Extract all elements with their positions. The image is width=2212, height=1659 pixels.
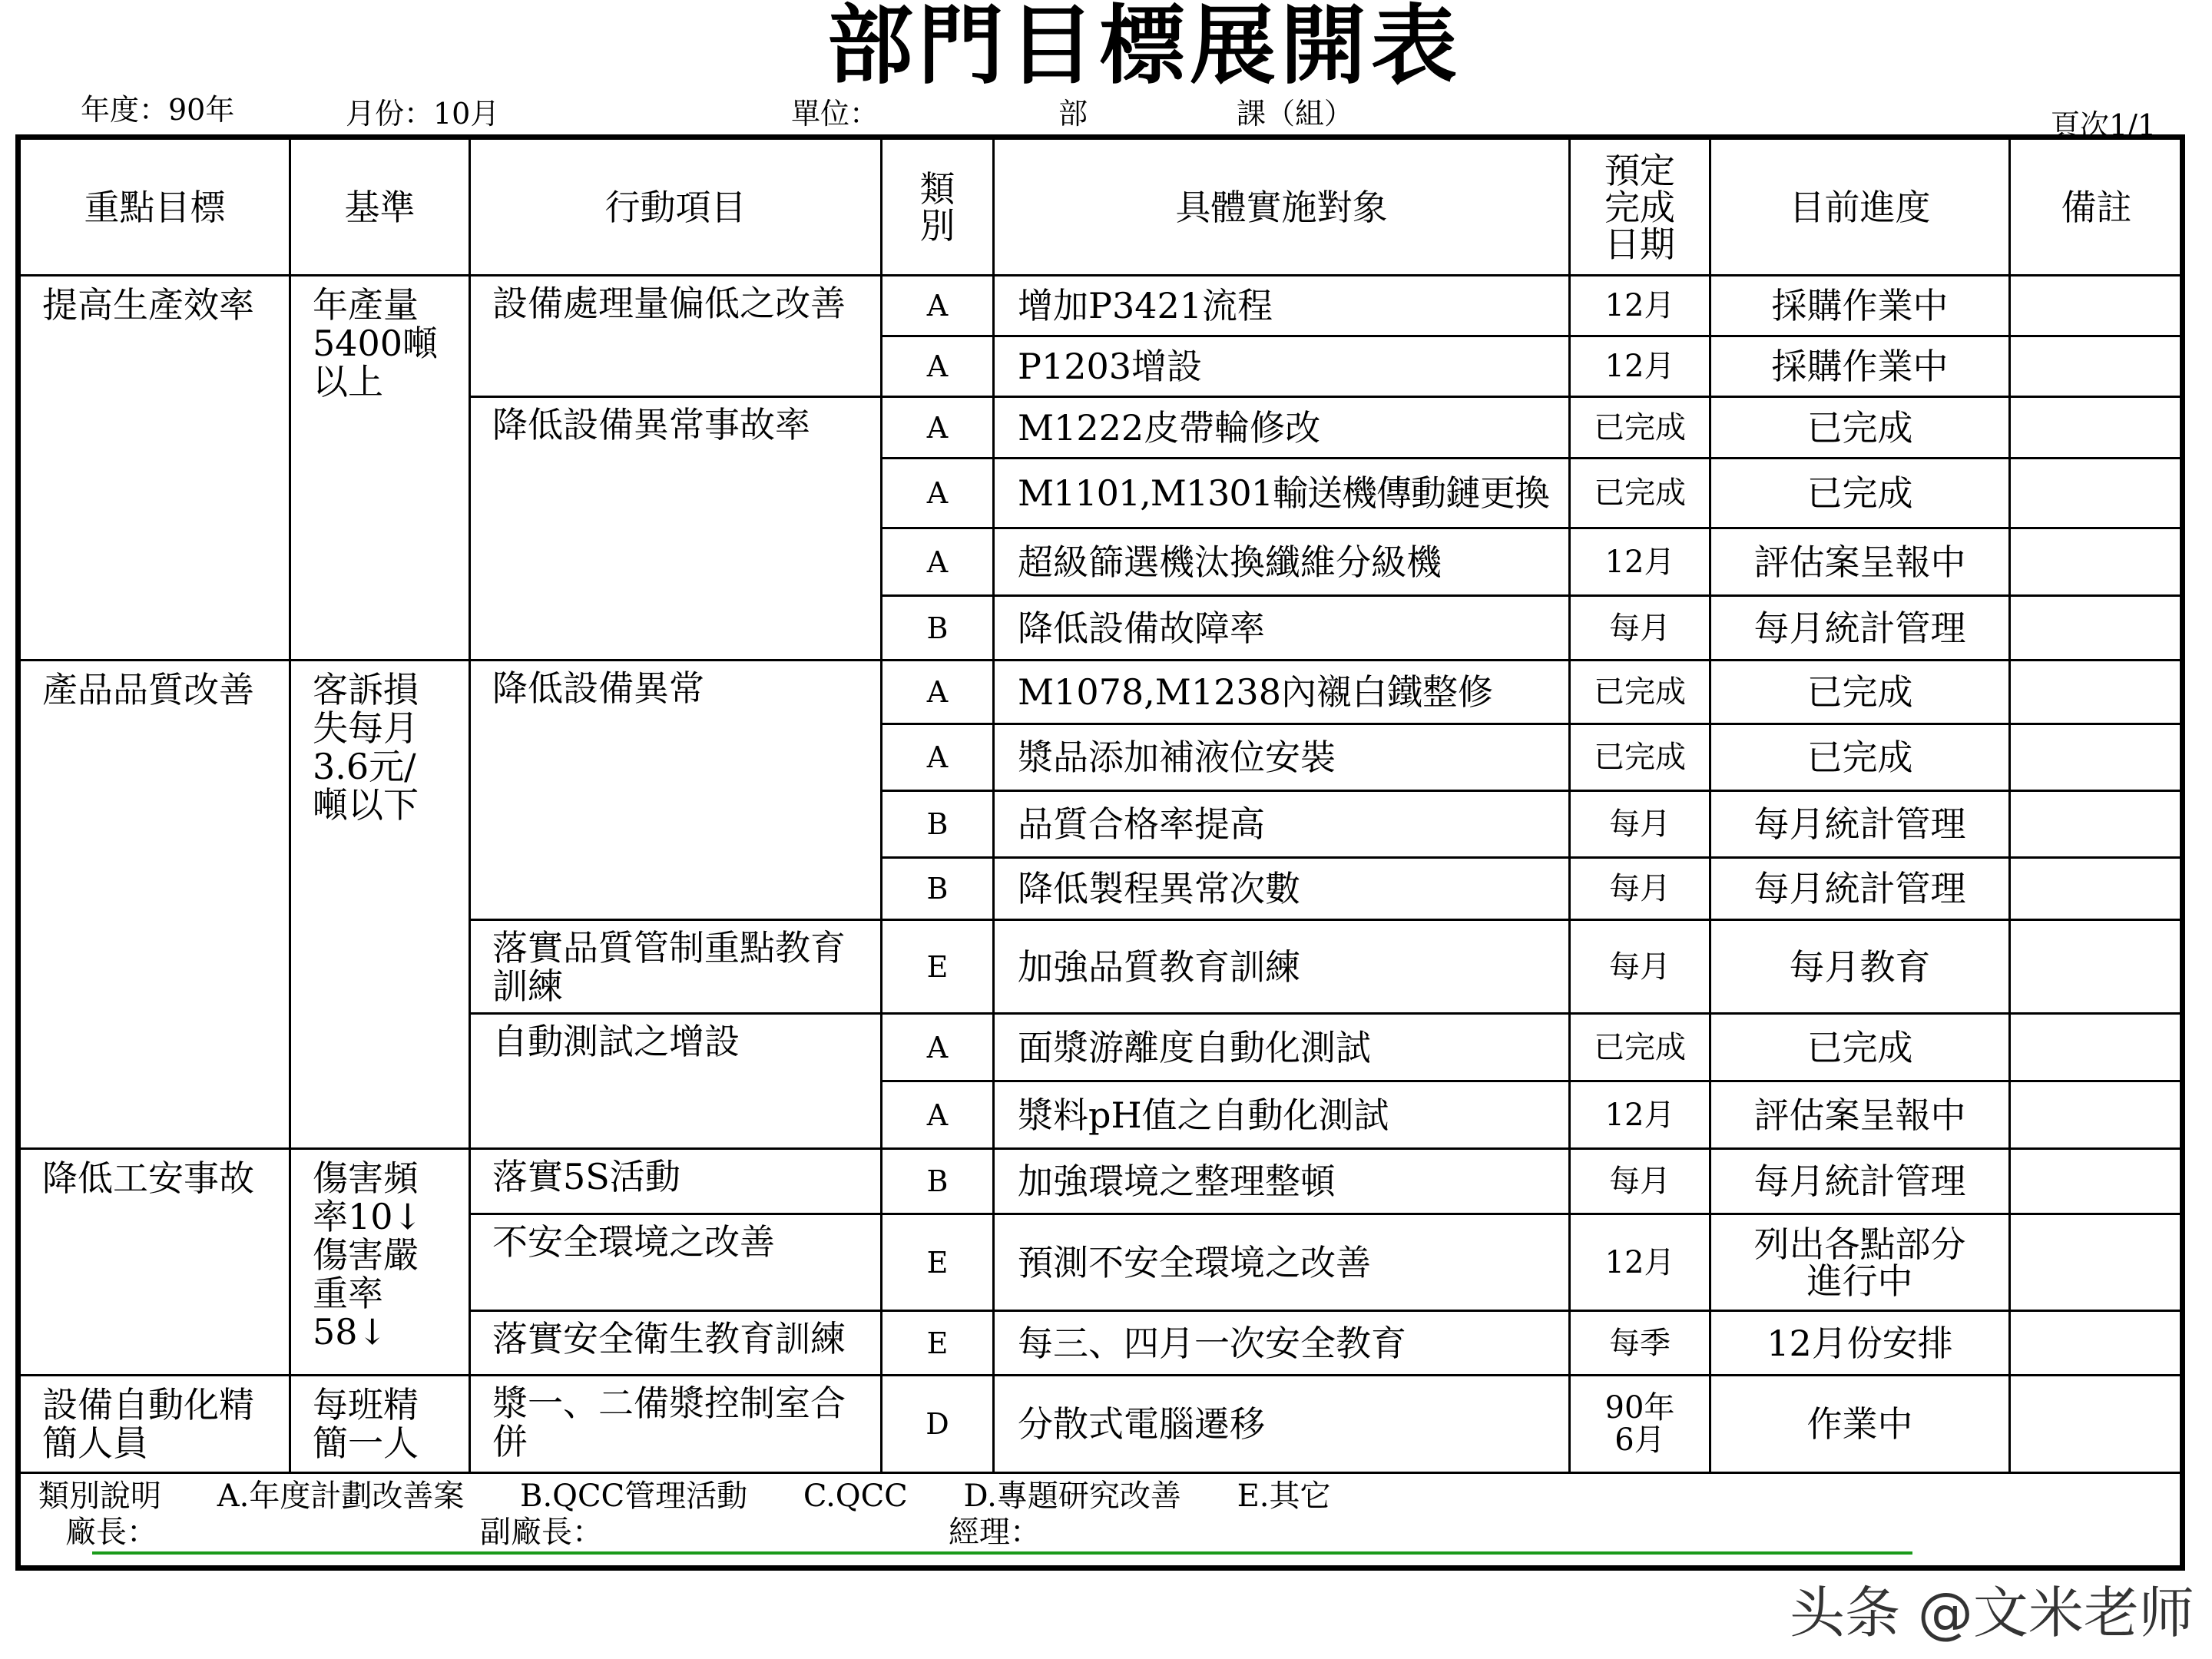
category-cell: B bbox=[882, 858, 994, 920]
due-cell: 已完成 bbox=[1570, 661, 1710, 724]
progress-cell: 採購作業中 bbox=[1710, 336, 2010, 397]
legend-b: B.QCC管理活動 bbox=[520, 1479, 748, 1514]
category-cell: A bbox=[882, 528, 994, 596]
year-label: 年度：90年 bbox=[81, 93, 235, 127]
due-cell: 已完成 bbox=[1570, 1014, 1710, 1081]
due-cell: 12月 bbox=[1570, 1214, 1710, 1311]
target-cell: 加強環境之整理整頓 bbox=[994, 1149, 1570, 1214]
action-cell: 落實安全衛生教育訓練 bbox=[470, 1311, 882, 1376]
table-row bbox=[20, 1376, 2184, 1473]
remark-cell bbox=[2010, 596, 2184, 661]
col-target: 具體實施對象 bbox=[994, 139, 1570, 276]
action-cell: 落實5S活動 bbox=[470, 1149, 882, 1214]
category-cell: A bbox=[882, 1081, 994, 1149]
category-cell: A bbox=[882, 397, 994, 459]
unit-label: 單位： bbox=[791, 97, 879, 131]
due-cell: 12月 bbox=[1570, 336, 1710, 397]
target-cell: 降低設備故障率 bbox=[994, 596, 1570, 661]
remark-cell bbox=[2010, 528, 2184, 596]
legend-c: C.QCC bbox=[803, 1479, 908, 1514]
category-cell: E bbox=[882, 1311, 994, 1376]
target-cell: 分散式電腦遷移 bbox=[994, 1376, 1570, 1473]
due-cell: 每月 bbox=[1570, 920, 1710, 1014]
progress-cell: 已完成 bbox=[1710, 459, 2010, 528]
remark-cell bbox=[2010, 336, 2184, 397]
progress-cell: 每月統計管理 bbox=[1710, 858, 2010, 920]
month-label: 月份：10月 bbox=[346, 97, 500, 131]
due-cell: 每月 bbox=[1570, 1149, 1710, 1214]
progress-cell: 評估案呈報中 bbox=[1710, 1081, 2010, 1149]
goal-cell: 降低工安事故 bbox=[20, 1149, 290, 1376]
remark-cell bbox=[2010, 1311, 2184, 1376]
category-cell: A bbox=[882, 661, 994, 724]
category-cell: A bbox=[882, 724, 994, 791]
category-cell: E bbox=[882, 920, 994, 1014]
goal-cell: 提高生產效率 bbox=[20, 276, 290, 661]
legend-label: 類別說明 bbox=[38, 1479, 161, 1514]
remark-cell bbox=[2010, 1014, 2184, 1081]
table-row bbox=[20, 276, 2184, 336]
col-progress: 目前進度 bbox=[1710, 139, 2010, 276]
remark-cell bbox=[2010, 1149, 2184, 1214]
remark-cell bbox=[2010, 1376, 2184, 1473]
category-legend bbox=[38, 1479, 1377, 1514]
due-cell: 每月 bbox=[1570, 596, 1710, 661]
progress-cell: 已完成 bbox=[1710, 397, 2010, 459]
progress-cell: 作業中 bbox=[1710, 1376, 2010, 1473]
category-cell: B bbox=[882, 1149, 994, 1214]
legend-e: E.其它 bbox=[1237, 1479, 1331, 1514]
col-action: 行動項目 bbox=[470, 139, 882, 276]
goals-table bbox=[18, 137, 2184, 1474]
remark-cell bbox=[2010, 459, 2184, 528]
target-cell: 降低製程異常次數 bbox=[994, 858, 1570, 920]
progress-cell: 採購作業中 bbox=[1710, 276, 2010, 336]
target-cell: 超級篩選機汰換纖維分級機 bbox=[994, 528, 1570, 596]
remark-cell bbox=[2010, 920, 2184, 1014]
due-cell: 每月 bbox=[1570, 791, 1710, 858]
category-cell: D bbox=[882, 1376, 994, 1473]
target-cell: P1203增設 bbox=[994, 336, 1570, 397]
remark-cell bbox=[2010, 791, 2184, 858]
target-cell: 漿品添加補液位安裝 bbox=[994, 724, 1570, 791]
remark-cell bbox=[2010, 397, 2184, 459]
remark-cell bbox=[2010, 276, 2184, 336]
due-cell: 已完成 bbox=[1570, 724, 1710, 791]
target-cell: M1101,M1301輸送機傳動鏈更換 bbox=[994, 459, 1570, 528]
signature-line bbox=[92, 1551, 1912, 1555]
target-cell: 增加P3421流程 bbox=[994, 276, 1570, 336]
due-cell: 90年 6月 bbox=[1570, 1376, 1710, 1473]
target-cell: M1078,M1238內襯白鐵整修 bbox=[994, 661, 1570, 724]
table-row bbox=[20, 661, 2184, 724]
remark-cell bbox=[2010, 1214, 2184, 1311]
basis-cell: 客訴損 失每月 3.6元/ 噸以下 bbox=[290, 661, 470, 1149]
progress-cell: 列出各點部分 進行中 bbox=[1710, 1214, 2010, 1311]
goal-cell: 設備自動化精簡人員 bbox=[20, 1376, 290, 1473]
legend-d: D.專題研究改善 bbox=[963, 1479, 1181, 1514]
col-due: 預定 完成 日期 bbox=[1570, 139, 1710, 276]
remark-cell bbox=[2010, 724, 2184, 791]
category-cell: A bbox=[882, 1014, 994, 1081]
due-cell: 每月 bbox=[1570, 858, 1710, 920]
remark-cell bbox=[2010, 1081, 2184, 1149]
progress-cell: 每月統計管理 bbox=[1710, 1149, 2010, 1214]
basis-cell: 每班精 簡一人 bbox=[290, 1376, 470, 1473]
page-title: 部門目標展開表 bbox=[827, 0, 1462, 96]
target-cell: 每三、四月一次安全教育 bbox=[994, 1311, 1570, 1376]
section-label: 課（組） bbox=[1237, 97, 1354, 131]
remark-cell bbox=[2010, 661, 2184, 724]
col-category: 類 別 bbox=[882, 139, 994, 276]
action-cell: 自動測試之增設 bbox=[470, 1014, 882, 1149]
dept-label: 部 bbox=[1058, 97, 1088, 131]
action-cell: 漿一、二備漿控制室合併 bbox=[470, 1376, 882, 1473]
target-cell: 漿料pH值之自動化測試 bbox=[994, 1081, 1570, 1149]
manager-signature: 經理： bbox=[949, 1515, 1041, 1550]
category-cell: A bbox=[882, 459, 994, 528]
due-cell: 12月 bbox=[1570, 1081, 1710, 1149]
watermark: 头条 @文米老师 bbox=[1790, 1581, 2194, 1645]
due-cell: 每季 bbox=[1570, 1311, 1710, 1376]
remark-cell bbox=[2010, 858, 2184, 920]
deputy-manager-signature: 副廠長： bbox=[480, 1515, 603, 1550]
progress-cell: 已完成 bbox=[1710, 661, 2010, 724]
legend-a: A.年度計劃改善案 bbox=[217, 1479, 465, 1514]
action-cell: 降低設備異常事故率 bbox=[470, 397, 882, 661]
category-cell: A bbox=[882, 336, 994, 397]
basis-cell: 傷害頻 率10↓ 傷害嚴 重率 58↓ bbox=[290, 1149, 470, 1376]
target-cell: 加強品質教育訓練 bbox=[994, 920, 1570, 1014]
progress-cell: 12月份安排 bbox=[1710, 1311, 2010, 1376]
target-cell: 面漿游離度自動化測試 bbox=[994, 1014, 1570, 1081]
due-cell: 12月 bbox=[1570, 528, 1710, 596]
header-row bbox=[20, 139, 2184, 276]
target-cell: 預測不安全環境之改善 bbox=[994, 1214, 1570, 1311]
col-goal: 重點目標 bbox=[20, 139, 290, 276]
progress-cell: 已完成 bbox=[1710, 1014, 2010, 1081]
progress-cell: 每月統計管理 bbox=[1710, 791, 2010, 858]
category-cell: A bbox=[882, 276, 994, 336]
target-cell: M1222皮帶輪修改 bbox=[994, 397, 1570, 459]
action-cell: 降低設備異常 bbox=[470, 661, 882, 920]
action-cell: 落實品質管制重點教育訓練 bbox=[470, 920, 882, 1014]
table-row bbox=[20, 1149, 2184, 1214]
page-number: 頁次1/1 bbox=[2051, 108, 2157, 142]
due-cell: 12月 bbox=[1570, 276, 1710, 336]
progress-cell: 已完成 bbox=[1710, 724, 2010, 791]
col-basis: 基準 bbox=[290, 139, 470, 276]
target-cell: 品質合格率提高 bbox=[994, 791, 1570, 858]
category-cell: B bbox=[882, 791, 994, 858]
basis-cell: 年產量 5400噸 以上 bbox=[290, 276, 470, 661]
category-cell: B bbox=[882, 596, 994, 661]
category-cell: E bbox=[882, 1214, 994, 1311]
progress-cell: 評估案呈報中 bbox=[1710, 528, 2010, 596]
due-cell: 已完成 bbox=[1570, 397, 1710, 459]
goal-cell: 產品品質改善 bbox=[20, 661, 290, 1149]
progress-cell: 每月教育 bbox=[1710, 920, 2010, 1014]
due-cell: 已完成 bbox=[1570, 459, 1710, 528]
action-cell: 設備處理量偏低之改善 bbox=[470, 276, 882, 397]
factory-manager-signature: 廠長： bbox=[65, 1515, 157, 1550]
progress-cell: 每月統計管理 bbox=[1710, 596, 2010, 661]
action-cell: 不安全環境之改善 bbox=[470, 1214, 882, 1311]
col-remark: 備註 bbox=[2010, 139, 2184, 276]
